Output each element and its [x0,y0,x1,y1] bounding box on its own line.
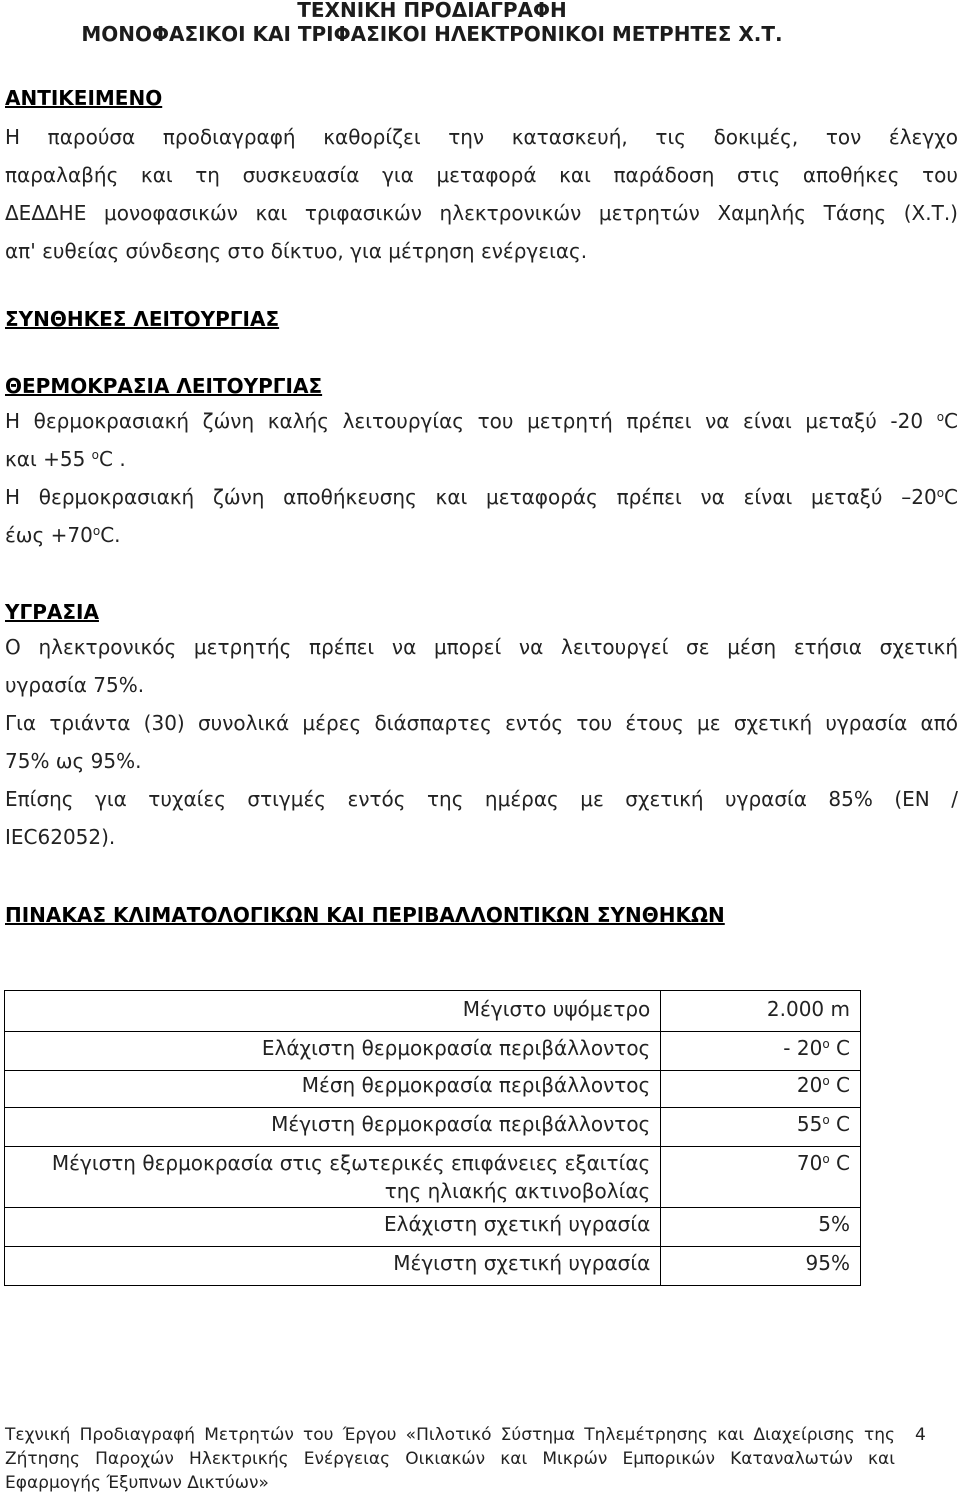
value-number: 55 [796,1112,823,1136]
table-row [5,1247,861,1286]
page-number: 4 [915,1425,926,1445]
table-row [5,1208,861,1247]
temperature-line [5,440,958,478]
heading-humidity: ΥΓΡΑΣΙΑ [5,600,99,624]
degree-symbol: o [822,1037,830,1051]
temp-operating-range-text: Η θερμοκρασιακή ζώνη καλής λειτουργίας του μετρητή πρέπει να είναι μεταξύ -20 [5,409,924,433]
heading-climate-table: ΠΙΝΑΚΑΣ ΚΛΙΜΑΤΟΛΟΓΙΚΩΝ ΚΑΙ ΠΕΡΙΒΑΛΛΟΝΤΙΚΩΝ ΣΥΝΘΗΚΩΝ [5,903,725,927]
heading-object: ΑΝΤΙΚΕΙΜΕΝΟ [5,86,163,110]
humidity-line: υγρασία 75%. [5,673,145,697]
degree-symbol: o [92,524,101,538]
value-unit: C [829,1151,850,1175]
parameter-line: Μέγιστη θερμοκρασία στις εξωτερικές επιφάνειες εξαιτίας [51,1151,651,1175]
humidity-paragraph-3 [5,780,958,856]
temperature-paragraph-2 [5,478,958,554]
table-row [5,991,861,1032]
page-footer [5,1423,895,1495]
footer-line: Ζήτησης Παροχών Ηλεκτρικής Ενέργειας Οικιακών και Μικρών Εμπορικών Καταναλωτών και [5,1449,895,1469]
temp-storage-upper-text: έως +70 [5,523,93,547]
humidity-line: Επίσης για τυχαίες στιγμές εντός της ημέρας με σχετική υγρασία 85% (EN / [5,787,958,811]
unit-celsius: C . [99,447,126,471]
table-cell-parameter [5,1147,661,1208]
heading-operating-temperature: ΘΕΡΜΟΚΡΑΣΙΑ ΛΕΙΤΟΥΡΓΙΑΣ [5,374,323,398]
value-number: 20 [796,1073,823,1097]
table-cell-value [661,1108,861,1147]
title-line-2: ΜΟΝΟΦΑΣΙΚΟΙ ΚΑΙ ΤΡΙΦΑΣΙΚΟΙ ΗΛΕΚΤΡΟΝΙΚΟΙ ΜΕΤΡΗΤΕΣ Χ.Τ. [81,22,783,46]
object-line: ΔΕΔΔΗΕ μονοφασικών και τριφασικών ηλεκτρονικών μετρητών Χαμηλής Τάσης (Χ.Τ.) [5,201,958,225]
degree-symbol: o [936,486,945,500]
temperature-line [5,478,958,516]
value-unit: C [829,1112,850,1136]
table-cell-value [661,1032,861,1071]
temp-storage-range-text: Η θερμοκρασιακή ζώνη αποθήκευσης και μεταφοράς πρέπει να είναι μεταξύ –20 [5,485,937,509]
table-row [5,1032,861,1071]
degree-symbol: o [822,1074,830,1088]
table-cell-value: 2.000 m [661,991,861,1032]
table-cell-value: 5% [661,1208,861,1247]
temperature-line [5,516,958,554]
unit-celsius: C. [100,523,121,547]
object-paragraph [5,118,958,270]
table-row [5,1147,861,1208]
footer-line: Τεχνική Προδιαγραφή Μετρητών του Έργου «Πιλοτικό Σύστημα Τηλεμέτρησης και Διαχείρισης της [5,1425,895,1445]
unit-celsius: C [944,485,958,509]
unit-celsius: C [944,409,958,433]
temperature-line [5,402,958,440]
degree-symbol: o [91,448,100,462]
value-number: 70 [796,1151,823,1175]
humidity-line: Για τριάντα (30) συνολικά μέρες διάσπαρτες εντός του έτους με σχετική υγρασία από [5,711,958,735]
humidity-paragraph-1 [5,628,958,704]
climate-table [4,990,861,1286]
degree-symbol: o [822,1113,830,1127]
table-cell-value [661,1071,861,1108]
object-line: απ' ευθείας σύνδεσης στο δίκτυο, για μέτρηση ενέργειας. [5,239,588,263]
table-row [5,1108,861,1147]
object-line: παραλαβής και τη συσκευασία για μεταφορά και παράδοση στις αποθήκες του [5,163,958,187]
table-cell-parameter: Μέγιστη θερμοκρασία περιβάλλοντος [5,1108,661,1147]
table-cell-parameter: Μέση θερμοκρασία περιβάλλοντος [5,1071,661,1108]
table-cell-value [661,1147,861,1208]
value-unit: C [829,1073,850,1097]
table-cell-value: 95% [661,1247,861,1286]
table-cell-parameter: Ελάχιστη θερμοκρασία περιβάλλοντος [5,1032,661,1071]
degree-symbol: o [936,410,945,424]
table-cell-parameter: Μέγιστη σχετική υγρασία [5,1247,661,1286]
humidity-line: 75% ως 95%. [5,749,142,773]
table-cell-parameter: Ελάχιστη σχετική υγρασία [5,1208,661,1247]
humidity-line: IEC62052). [5,825,116,849]
parameter-line: της ηλιακής ακτινοβολίας [384,1179,651,1203]
heading-operating-conditions: ΣΥΝΘΗΚΕΣ ΛΕΙΤΟΥΡΓΙΑΣ [5,307,280,331]
table-row [5,1071,861,1108]
value-unit: C [829,1036,850,1060]
title-line-1: ΤΕΧΝΙΚΗ ΠΡΟΔΙΑΓΡΑΦΗ [297,0,567,22]
value-number: - 20 [783,1036,823,1060]
temperature-paragraph-1 [5,402,958,478]
table-cell-parameter: Μέγιστο υψόμετρο [5,991,661,1032]
temp-operating-upper-text: και +55 [5,447,86,471]
object-line: Η παρούσα προδιαγραφή καθορίζει την κατασκευή, τις δοκιμές, τον έλεγχο [5,125,958,149]
footer-line: Εφαρμογής Έξυπνων Δικτύων» [5,1473,269,1493]
humidity-paragraph-2 [5,704,958,780]
humidity-line: Ο ηλεκτρονικός μετρητής πρέπει να μπορεί να λειτουργεί σε μέση ετήσια σχετική [5,635,958,659]
degree-symbol: o [822,1152,830,1166]
